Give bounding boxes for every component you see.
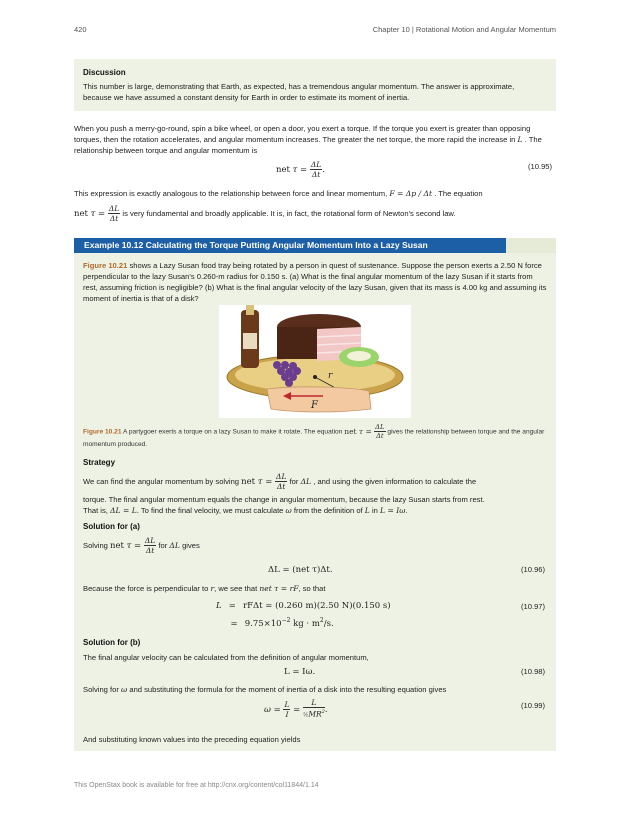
solution-b-text: The final angular velocity can be calculated from the definition of angular momentum, [83, 653, 369, 662]
strategy-d-eq: ΔL = L [110, 506, 137, 515]
equation-10-96: ΔL = (net τ)Δt. [268, 565, 333, 575]
fundamental-text: is very fundamental and broadly applicable. It is, in fact, the rotational form of Newton's second law. [122, 209, 456, 218]
page-footer: This OpenStax book is available for free at http://cnx.org/content/col11844/1.14 [74, 782, 319, 789]
eq97-lhs: L [216, 601, 222, 611]
solving2-b: and substituting the formula for the moment of inertia of a disk into the resulting equation gives [129, 685, 447, 694]
eq97-rhs-2b: kg · m [290, 618, 320, 629]
equation-10-97-line-2 [226, 617, 334, 629]
page-number: 420 [74, 25, 87, 34]
perp-text-1: Because the force is perpendicular to [83, 584, 209, 593]
intro-var-L: L [517, 135, 523, 144]
analogy-end: . The equation [434, 189, 483, 198]
eq97-rhs-2a: 9.75×10 [244, 618, 282, 629]
solving2-omega: ω [121, 685, 128, 694]
strategy-text-a: We can find the angular momentum by solving [83, 477, 240, 486]
eq-number-10-95: (10.95) [528, 162, 553, 171]
caption-end: gives the relationship between torque and the angular momentum produced. [83, 428, 545, 448]
eq-number-10-97: (10.97) [521, 602, 546, 611]
fundamental-equation: net τ = $\frac{\Delta L}{\Delta t}$ [74, 204, 120, 223]
figure-link[interactable]: Figure 10.21 [83, 261, 128, 270]
strategy-d1: That is, [83, 506, 108, 515]
equation-10-97-line-1 [216, 601, 391, 611]
bottle-neck [246, 305, 254, 315]
discussion-box [74, 59, 556, 111]
strategy-line-3 [83, 505, 547, 516]
eq-number-10-99: (10.99) [521, 701, 546, 710]
analogy-text: This expression is exactly analogous to the relationship between force and linear momentum, [74, 189, 388, 198]
strategy-d3: from the definition of [293, 506, 363, 515]
strategy-for: for [289, 477, 299, 486]
chapter-title: Chapter 10 | Rotational Motion and Angular Momentum [372, 25, 556, 34]
eq97-square: 2 [319, 617, 324, 624]
strategy-d-eq2: L = Iω [380, 506, 406, 515]
problem-text: shows a Lazy Susan food tray being rotated by a person in quest of sustenance. Suppose the person exerts a 2.50 N force perpendicular to the lazy Susan's 0.260-m radius for 0.150 s. (a) What is the final angular momentum of the lazy Susan if it starts from rest, assuming friction is negligible? (b) What is the final angular velocity of the lazy Susan, given that its mass is 4.00 kg and assuming its moment of inertia is that of a disk? [83, 261, 547, 303]
eq97-equals-2: = [230, 618, 238, 629]
solving2-a: Solving for [83, 685, 119, 694]
eq97-rhs-1: rFΔt = (0.260 m)(2.50 N)(0.150 s) [243, 601, 391, 611]
caption-equation: net τ = $\frac{\Delta L}{\Delta t}$ [344, 423, 385, 440]
perp-text-2: , we see that [214, 584, 258, 593]
eq-number-10-96: (10.96) [521, 565, 546, 574]
caption-figure-label: Figure 10.21 [83, 428, 122, 436]
page-header [74, 25, 556, 39]
example-title: Example 10.12 Calculating the Torque Putting Angular Momentum Into a Lazy Susan [74, 238, 506, 253]
solving-omega-line [83, 684, 547, 695]
eq97-rhs-2c: /s. [323, 618, 334, 629]
lazy-susan-illustration [219, 305, 411, 418]
solving-for: for [158, 541, 168, 550]
perp-r: r [210, 584, 215, 593]
force-label: F [311, 400, 318, 411]
equation-10-99: ω = $\frac{L}{I}$ = $\frac{L}{\frac{1}{2}MR^2}$ . [264, 698, 328, 719]
solving-line [83, 536, 547, 555]
bottle-label [243, 333, 257, 349]
caption-text: A partygoer exerts a torque on a lazy Susan to make it rotate. The equation [122, 428, 343, 436]
equation-10-95: net τ = $\frac{\Delta L}{\Delta t}$ . [276, 160, 325, 179]
strategy-text-b: , and using the given information to calculate the [313, 477, 477, 486]
eq97-equals-1: = [228, 601, 236, 611]
figure-caption [83, 423, 547, 450]
solution-b-heading: Solution for (b) [83, 638, 141, 647]
hand [267, 387, 371, 412]
fundamental-paragraph [74, 204, 556, 223]
strategy-d5: . [405, 506, 408, 515]
final-text: And substituting known values into the preceding equation yields [83, 735, 301, 744]
perp-equation: net τ = rF [259, 584, 299, 593]
analogy-equation: F = Δp / Δt [389, 189, 433, 198]
strategy-d2: . To find the final velocity, we must calculate [136, 506, 284, 515]
strategy-heading: Strategy [83, 458, 116, 467]
equation-10-98: L = Iω. [284, 667, 316, 677]
intro-paragraph [74, 123, 556, 156]
intro-text-end: . The relationship between torque and angular momentum is [74, 135, 542, 155]
strategy-d-omega: ω [285, 506, 292, 515]
discussion-heading: Discussion [83, 68, 126, 77]
strategy-equation: net τ = $\frac{\Delta L}{\Delta t}$ [241, 472, 287, 491]
dip-bowl [347, 351, 371, 361]
eq97-exponent: −2 [281, 617, 291, 624]
strategy-delta-L: ΔL [300, 477, 312, 486]
radius-label: r [328, 371, 333, 381]
solving-gives: gives [182, 541, 200, 550]
intro-text: When you push a merry-go-round, spin a bike wheel, or open a door, you exert a torque. If the torque you exert is greater than opposing torques, then the rotation accelerates, and angular momentum increases. The greater the net torque, the more rapid the increase in [74, 124, 531, 144]
problem-statement [83, 260, 547, 304]
strategy-line-2: torque. The final angular momentum equals the change in angular momentum, because the lazy Susan starts from rest. [83, 495, 485, 504]
solving-delta-L: ΔL [169, 541, 180, 550]
strategy-d-L: L [364, 506, 370, 515]
analogy-paragraph [74, 188, 556, 199]
example-header-bar [74, 238, 556, 253]
eq-number-10-98: (10.98) [521, 667, 546, 676]
strategy-line-1 [83, 472, 547, 491]
solving-word: Solving [83, 541, 108, 550]
strategy-d4: in [371, 506, 378, 515]
perp-text-3: , so that [298, 584, 326, 593]
solution-a-heading: Solution for (a) [83, 522, 140, 531]
discussion-text: This number is large, demonstrating that Earth, as expected, has a tremendous angular momentum. The answer is approximate, because we have assumed a constant density for Earth in order to estimate its moment of inertia. [83, 82, 515, 102]
perpendicular-line [83, 583, 547, 594]
solving-equation: net τ = $\frac{\Delta L}{\Delta t}$ [110, 536, 156, 555]
